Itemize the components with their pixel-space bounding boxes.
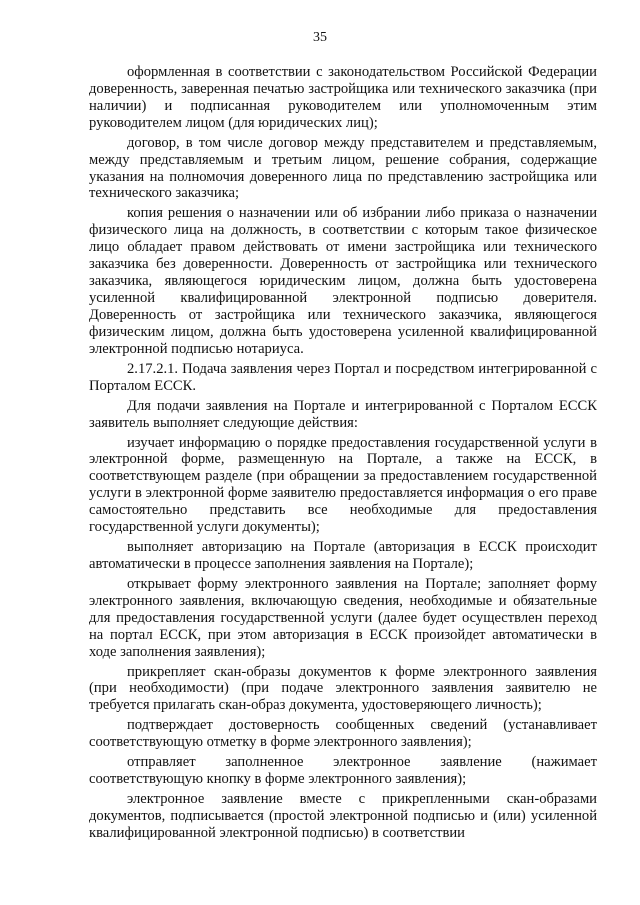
paragraph-study-information: изучает информацию о порядке предоставления государственной услуги в электронной форме, размещенную на Портале, а также на ЕССК, в соответствующем разделе (при обращении за предоставлением государственной услуги в электронной форме заявителю предоставляется информация о его праве самостоятельно представить все необходимые для предоставления государственной услуги документы); bbox=[89, 434, 597, 536]
paragraph-power-of-attorney: оформленная в соответствии с законодательством Российской Федерации доверенность, заверенная печатью застройщика или технического заказчика (при наличии) и подписанная руководителем или уполномоченным этим руководителем лицом (для юридических лиц); bbox=[89, 64, 597, 131]
document-body bbox=[89, 64, 597, 842]
paragraph-signature: электронное заявление вместе с прикрепленными скан-образами документов, подписывается (простой электронной подписью и (или) усиленной квалифицированной электронной подписью) в соответствии bbox=[89, 791, 597, 841]
page-number: 35 bbox=[313, 30, 327, 45]
paragraph-attach-scans: прикрепляет скан-образы документов к форме электронного заявления (при необходимости) (при подаче электронного заявления заявителю не требуется прилагать скан-образ документа, удостоверяющего личность); bbox=[89, 663, 597, 714]
paragraph-appointment-decision: копия решения о назначении или об избрании либо приказа о назначении физического лица на должность, в соответствии с которым такое физическое лицо обладает правом действовать от имени застройщика или технического заказчика без доверенности. Доверенность от застройщика или технического заказчика, являющегося юридическим лицом, должна быть удостоверена усиленной квалифицированной электронной подписью доверителя. Доверенность от застройщика или технического заказчика, являющегося физическим лицом, должна быть удостоверена усиленной квалифицированной электронной подписью нотариуса. bbox=[89, 205, 597, 357]
paragraph-applicant-actions-intro: Для подачи заявления на Портале и интегрированной с Порталом ЕССК заявитель выполняет следующие действия: bbox=[89, 397, 597, 431]
paragraph-send-application: отправляет заполненное электронное заявление (нажимает соответствующую кнопку в форме электронного заявления); bbox=[89, 754, 597, 788]
paragraph-authorization: выполняет авторизацию на Портале (авторизация в ЕССК происходит автоматически в процессе заполнения заявления на Портале); bbox=[89, 539, 597, 572]
paragraph-contract: договор, в том числе договор между представителем и представляемым, между представляемым и третьим лицом, решение собрания, содержащие указания на полномочия доверенного лица по представлению застройщика или технического заказчика; bbox=[89, 134, 597, 202]
paragraph-section-heading: 2.17.2.1. Подача заявления через Портал и посредством интегрированной с Порталом ЕССК. bbox=[89, 360, 597, 394]
paragraph-open-form: открывает форму электронного заявления на Портале; заполняет форму электронного заявления, включающую сведения, необходимые и обязательные для предоставления государственной услуги (далее будет осуществлен переход на портал ЕССК, при этом авторизация в ЕССК произойдет автоматически в ходе заполнения заявления); bbox=[89, 575, 597, 660]
paragraph-confirm-accuracy: подтверждает достоверность сообщенных сведений (устанавливает соответствующую отметку в форме электронного заявления); bbox=[89, 717, 597, 751]
